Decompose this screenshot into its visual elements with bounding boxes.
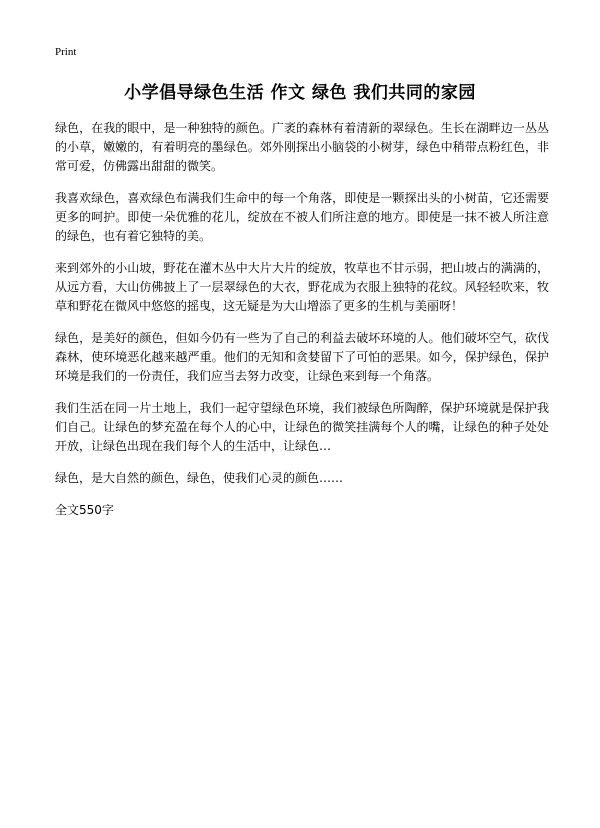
print-link[interactable]: Print [55, 46, 77, 58]
article-title: 小学倡导绿色生活 作文 绿色 我们共同的家园 [124, 83, 476, 103]
paragraph: 绿色，是大自然的颜色，绿色，使我们心灵的颜色…… [55, 471, 344, 485]
paragraph: 绿色，是美好的颜色，但如今仍有一些为了自己的利益去破坏环境的人。他们破坏空气，砍伐森林，使环境恶化越来越严重。他们的无知和贪婪留下了可怕的恶果。如今，保护绿色，保护环境是我们的一份责任，我们应当去努力改变，让绿色来到每一个角落。 [55, 331, 549, 383]
paragraph: 我们生活在同一片土地上，我们一起守望绿色环境，我们被绿色所陶醉，保护环境就是保护我们自己。让绿色的梦充盈在每个人的心中，让绿色的微笑挂满每个人的嘴，让绿色的种子处处开放，让绿色出现在我们每个人的生活中，让绿色… [55, 401, 549, 453]
article-body [55, 119, 549, 520]
paragraph: 绿色，在我的眼中，是一种独特的颜色。广袤的森林有着清新的翠绿色。生长在湖畔边一丛丛的小草，嫩嫩的，有着明亮的墨绿色。郊外刚探出小脑袋的小树芽，绿色中稍带点粉红色，非常可爱，仿佛露出甜甜的微笑。 [55, 121, 549, 173]
paragraph: 我喜欢绿色，喜欢绿色布满我们生命中的每一个角落，即使是一颗探出头的小树苗，它还需要更多的呵护。即使一朵优雅的花儿，绽放在不被人们所注意的地方。即使是一抹不被人所注意的绿色，也有着它独特的美。 [55, 191, 549, 243]
paragraph: 来到郊外的小山坡，野花在灌木丛中大片大片的绽放，牧草也不甘示弱，把山坡占的满满的，从远方看，大山仿佛披上了一层翠绿色的大衣，野花成为衣服上独特的花纹。风轻轻吹来，牧草和野花在微风中悠悠的摇曳，这无疑是为大山增添了更多的生机与美丽呀！ [55, 261, 549, 313]
word-count: 全文550字 [55, 503, 114, 517]
